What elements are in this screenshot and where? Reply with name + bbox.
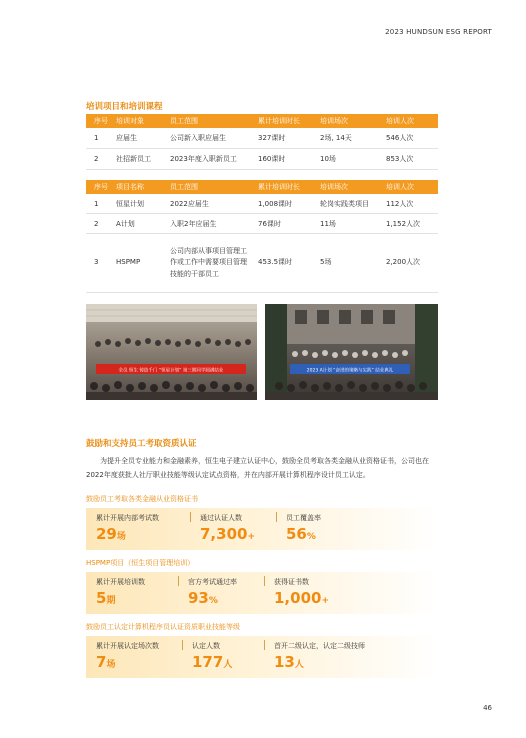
table-cell: 入职2年应届生: [162, 214, 250, 234]
training-section-title: 培训项目和培训课程: [86, 102, 163, 112]
table-cell: 2: [86, 214, 108, 234]
table-row: [86, 128, 438, 149]
certification-paragraph: 为提升全员专业能力和金融素养，恒生电子建立认证中心，鼓励全员考取各类金融从业资格证书，公司也在2022年度获批人社厅职业技能等级认定试点资格，并在内部开展计算机程序设计员工认定。: [86, 457, 429, 479]
stat-item: [86, 508, 196, 550]
table-cell: 2场, 14天: [312, 128, 378, 149]
stat-label: 累计开展培训数: [96, 578, 145, 586]
page-number: 46: [483, 704, 492, 712]
table-cell: 546人次: [378, 128, 438, 149]
divider: [276, 512, 277, 522]
stat-value: 29场: [96, 525, 126, 543]
column-header: 培训人次: [378, 180, 438, 194]
certification-section-title: 鼓励和支持员工考取资质认证: [86, 439, 197, 449]
table-cell: 853人次: [378, 149, 438, 170]
stat-value: 5期: [96, 589, 116, 607]
table-cell: 应届生: [108, 128, 162, 149]
stat-item: [178, 572, 268, 614]
table-cell: A计划: [108, 214, 162, 234]
table-cell: 社招新员工: [108, 149, 162, 170]
column-header: 培训人次: [378, 114, 438, 128]
stat-value: 7场: [96, 653, 116, 671]
table-cell: 1,152人次: [378, 214, 438, 234]
stat-value: 177人: [192, 653, 233, 671]
stat-value: 13人: [274, 653, 304, 671]
stat-value: 56%: [286, 525, 316, 543]
table-cell: 3: [86, 234, 108, 293]
block-subtitle: 鼓励员工考取各类金融从业资格证书: [86, 495, 198, 503]
table-row: [86, 234, 438, 293]
table-row: [86, 214, 438, 234]
column-header: 培训场次: [312, 114, 378, 128]
stat-item: [86, 636, 186, 678]
group-photo-left: [86, 304, 257, 400]
table-cell: 公司新入职应届生: [162, 128, 250, 149]
table-cell: 2,200人次: [378, 234, 438, 293]
table-cell: 恒星计划: [108, 194, 162, 214]
table-cell: 10场: [312, 149, 378, 170]
group-photo-right: [265, 304, 438, 400]
divider: [264, 576, 265, 586]
table-cell: 1: [86, 194, 108, 214]
table-cell: 2023年度入职新员工: [162, 149, 250, 170]
stat-item: [264, 572, 424, 614]
photo-banner-text: 全员 恒生 铸造千门 “恒星计划” 第三期同学圆满结业: [118, 368, 224, 374]
training-program-table: [86, 180, 438, 293]
column-header: 累计培训时长: [250, 180, 312, 194]
stat-label: 累计开展认定场次数: [96, 642, 159, 650]
photo-banner-text: 2023 A计划 “奋进的策略与实践” 结业典礼: [306, 368, 394, 374]
table-row: [86, 149, 438, 170]
table-cell: 112人次: [378, 194, 438, 214]
stat-value: 93%: [188, 589, 218, 607]
table-cell: 5场: [312, 234, 378, 293]
column-header: 序号: [86, 180, 108, 194]
stat-value: 1,000+: [274, 589, 329, 607]
column-header: 员工范围: [162, 180, 250, 194]
column-header: 培训对象: [108, 114, 162, 128]
stat-band: [86, 508, 438, 550]
divider: [264, 640, 265, 650]
report-header: 2023 HUNDSUN ESG REPORT: [385, 28, 492, 36]
training-target-table: [86, 114, 438, 170]
table-header-row: [86, 180, 438, 194]
divider: [178, 576, 179, 586]
table-cell: 公司内部从事项目管理工作或工作中需要项目管理技能的干部员工: [162, 234, 250, 293]
stat-label: 通过认证人数: [200, 514, 242, 522]
table-header-row: [86, 114, 438, 128]
stat-item: [182, 636, 268, 678]
stat-label: 认定人数: [192, 642, 220, 650]
stat-item: [276, 508, 426, 550]
stat-item: [190, 508, 280, 550]
table-cell: 2: [86, 149, 108, 170]
column-header: 累计培训时长: [250, 114, 312, 128]
stat-label: 员工覆盖率: [286, 514, 321, 522]
divider: [190, 512, 191, 522]
table-cell: 2022应届生: [162, 194, 250, 214]
table-cell: 160课时: [250, 149, 312, 170]
table-cell: 轮岗实践类项目: [312, 194, 378, 214]
column-header: 培训场次: [312, 180, 378, 194]
table-cell: HSPMP: [108, 234, 162, 293]
stat-label: 获得证书数: [274, 578, 309, 586]
stat-band: [86, 572, 438, 614]
stat-label: 累计开展内部考试数: [96, 514, 159, 522]
block-subtitle: 鼓励员工认定计算机程序员认证资质职业技能等级: [86, 623, 240, 631]
block-subtitle: HSPMP项目（恒生项目管理培训）: [86, 559, 195, 567]
table-cell: 76课时: [250, 214, 312, 234]
stat-item: [86, 572, 182, 614]
stat-band: [86, 636, 438, 678]
divider: [182, 640, 183, 650]
column-header: 员工范围: [162, 114, 250, 128]
group-photo-right-image: [265, 304, 438, 400]
stat-label: 官方考试通过率: [188, 578, 237, 586]
table-cell: 1: [86, 128, 108, 149]
table-cell: 1,008课时: [250, 194, 312, 214]
table-cell: 11场: [312, 214, 378, 234]
table-cell: 453.5课时: [250, 234, 312, 293]
stat-value: 7,300+: [200, 525, 255, 543]
table-row: [86, 194, 438, 214]
stat-label: 首开二级认定，认定二级技师: [274, 642, 365, 650]
column-header: 序号: [86, 114, 108, 128]
column-header: 项目名称: [108, 180, 162, 194]
stat-item: [264, 636, 424, 678]
table-cell: 327课时: [250, 128, 312, 149]
group-photo-left-image: [86, 304, 257, 400]
